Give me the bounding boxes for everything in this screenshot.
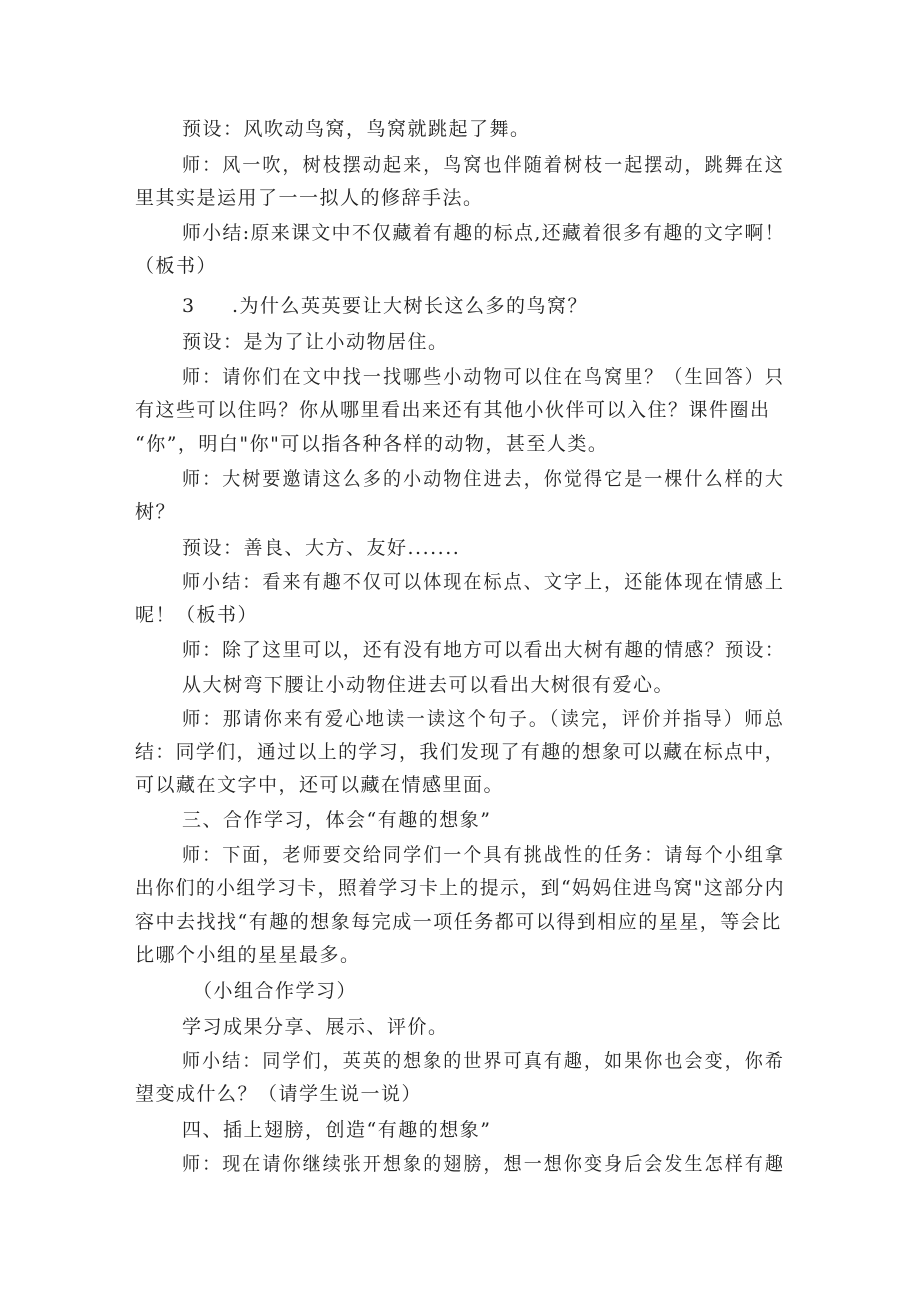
- section-heading: 三、合作学习，体会“有趣的想象”: [182, 809, 492, 831]
- text-line: 师小结：看来有趣不仅可以体现在标点、文字上，还能体现在情感上: [182, 571, 786, 593]
- text-line: 师：除了这里可以，还有没有地方可以看出大树有趣的情感？预设：: [182, 639, 786, 661]
- text-line: 可以藏在文字中，还可以藏在情感里面。: [135, 774, 505, 796]
- text-line: 里其实是运用了一一拟人的修辞手法。: [135, 187, 484, 209]
- text-line: 结：同学们，通过以上的学习，我们发现了有趣的想象可以藏在标点中，: [135, 741, 785, 763]
- text-line: 望变成什么？（请学生说一说）: [135, 1083, 423, 1105]
- text-line: 预设：风吹动鸟窝，鸟窝就跳起了舞。: [182, 118, 531, 140]
- text-line: 树？: [135, 501, 177, 523]
- text-line: 师：下面，老师要交给同学们一个具有挑战性的任务：请每个小组拿: [182, 844, 786, 866]
- text-line: 从大树弯下腰让小动物住进去可以看出大树很有爱心。: [182, 674, 675, 696]
- text-line: 师小结:原来课文中不仅藏着有趣的标点,还藏着很多有趣的文字啊！: [182, 222, 785, 244]
- text-line: 师：那请你来有爱心地读一读这个句子。（读完，评价并指导）师总: [182, 708, 786, 730]
- text-line: （板书）: [135, 255, 218, 277]
- text-line: 出你们的小组学习卡，照着学习卡上的提示，到“妈妈住进鸟窝"这部分内: [135, 877, 786, 899]
- text-line: 师：请你们在文中找一找哪些小动物可以住在鸟窝里？（生回答）只: [182, 366, 786, 388]
- text-line: 呢！（板书）: [135, 604, 259, 626]
- text-line: 预设：是为了让小动物居住。: [182, 331, 449, 353]
- text-line: 容中去找找“有趣的想象每完成一项任务都可以得到相应的星星，等会比: [135, 911, 782, 933]
- text-line: 师：风一吹，树枝摆动起来，鸟窝也伴随着树枝一起摆动，跳舞在这: [182, 154, 786, 176]
- text-line: 比哪个小组的星星最多。: [135, 944, 361, 966]
- list-number: 3: [182, 295, 195, 317]
- text-line: 学习成果分享、展示、评价。: [182, 1016, 449, 1038]
- text-line: 有这些可以住吗？你从哪里看出来还有其他小伙伴可以入住？课件圈出: [135, 399, 771, 421]
- text-line: 师：大树要邀请这么多的小动物住进去，你觉得它是一棵什么样的大: [182, 468, 786, 490]
- text-line: “你”，明白"你"可以指各种各样的动物，甚至人类。: [135, 433, 609, 455]
- section-heading: 四、插上翅膀，创造“有趣的想象”: [182, 1119, 492, 1141]
- text-line: （小组合作学习）: [193, 980, 358, 1002]
- text-line: 预设：善良、大方、友好.......: [182, 537, 461, 559]
- text-line: .为什么英英要让大树长这么多的鸟窝？: [232, 295, 589, 317]
- text-line: 师小结：同学们，英英的想象的世界可真有趣，如果你也会变，你希: [182, 1050, 786, 1072]
- text-line: 师：现在请你继续张开想象的翅膀，想一想你变身后会发生怎样有趣: [182, 1153, 786, 1175]
